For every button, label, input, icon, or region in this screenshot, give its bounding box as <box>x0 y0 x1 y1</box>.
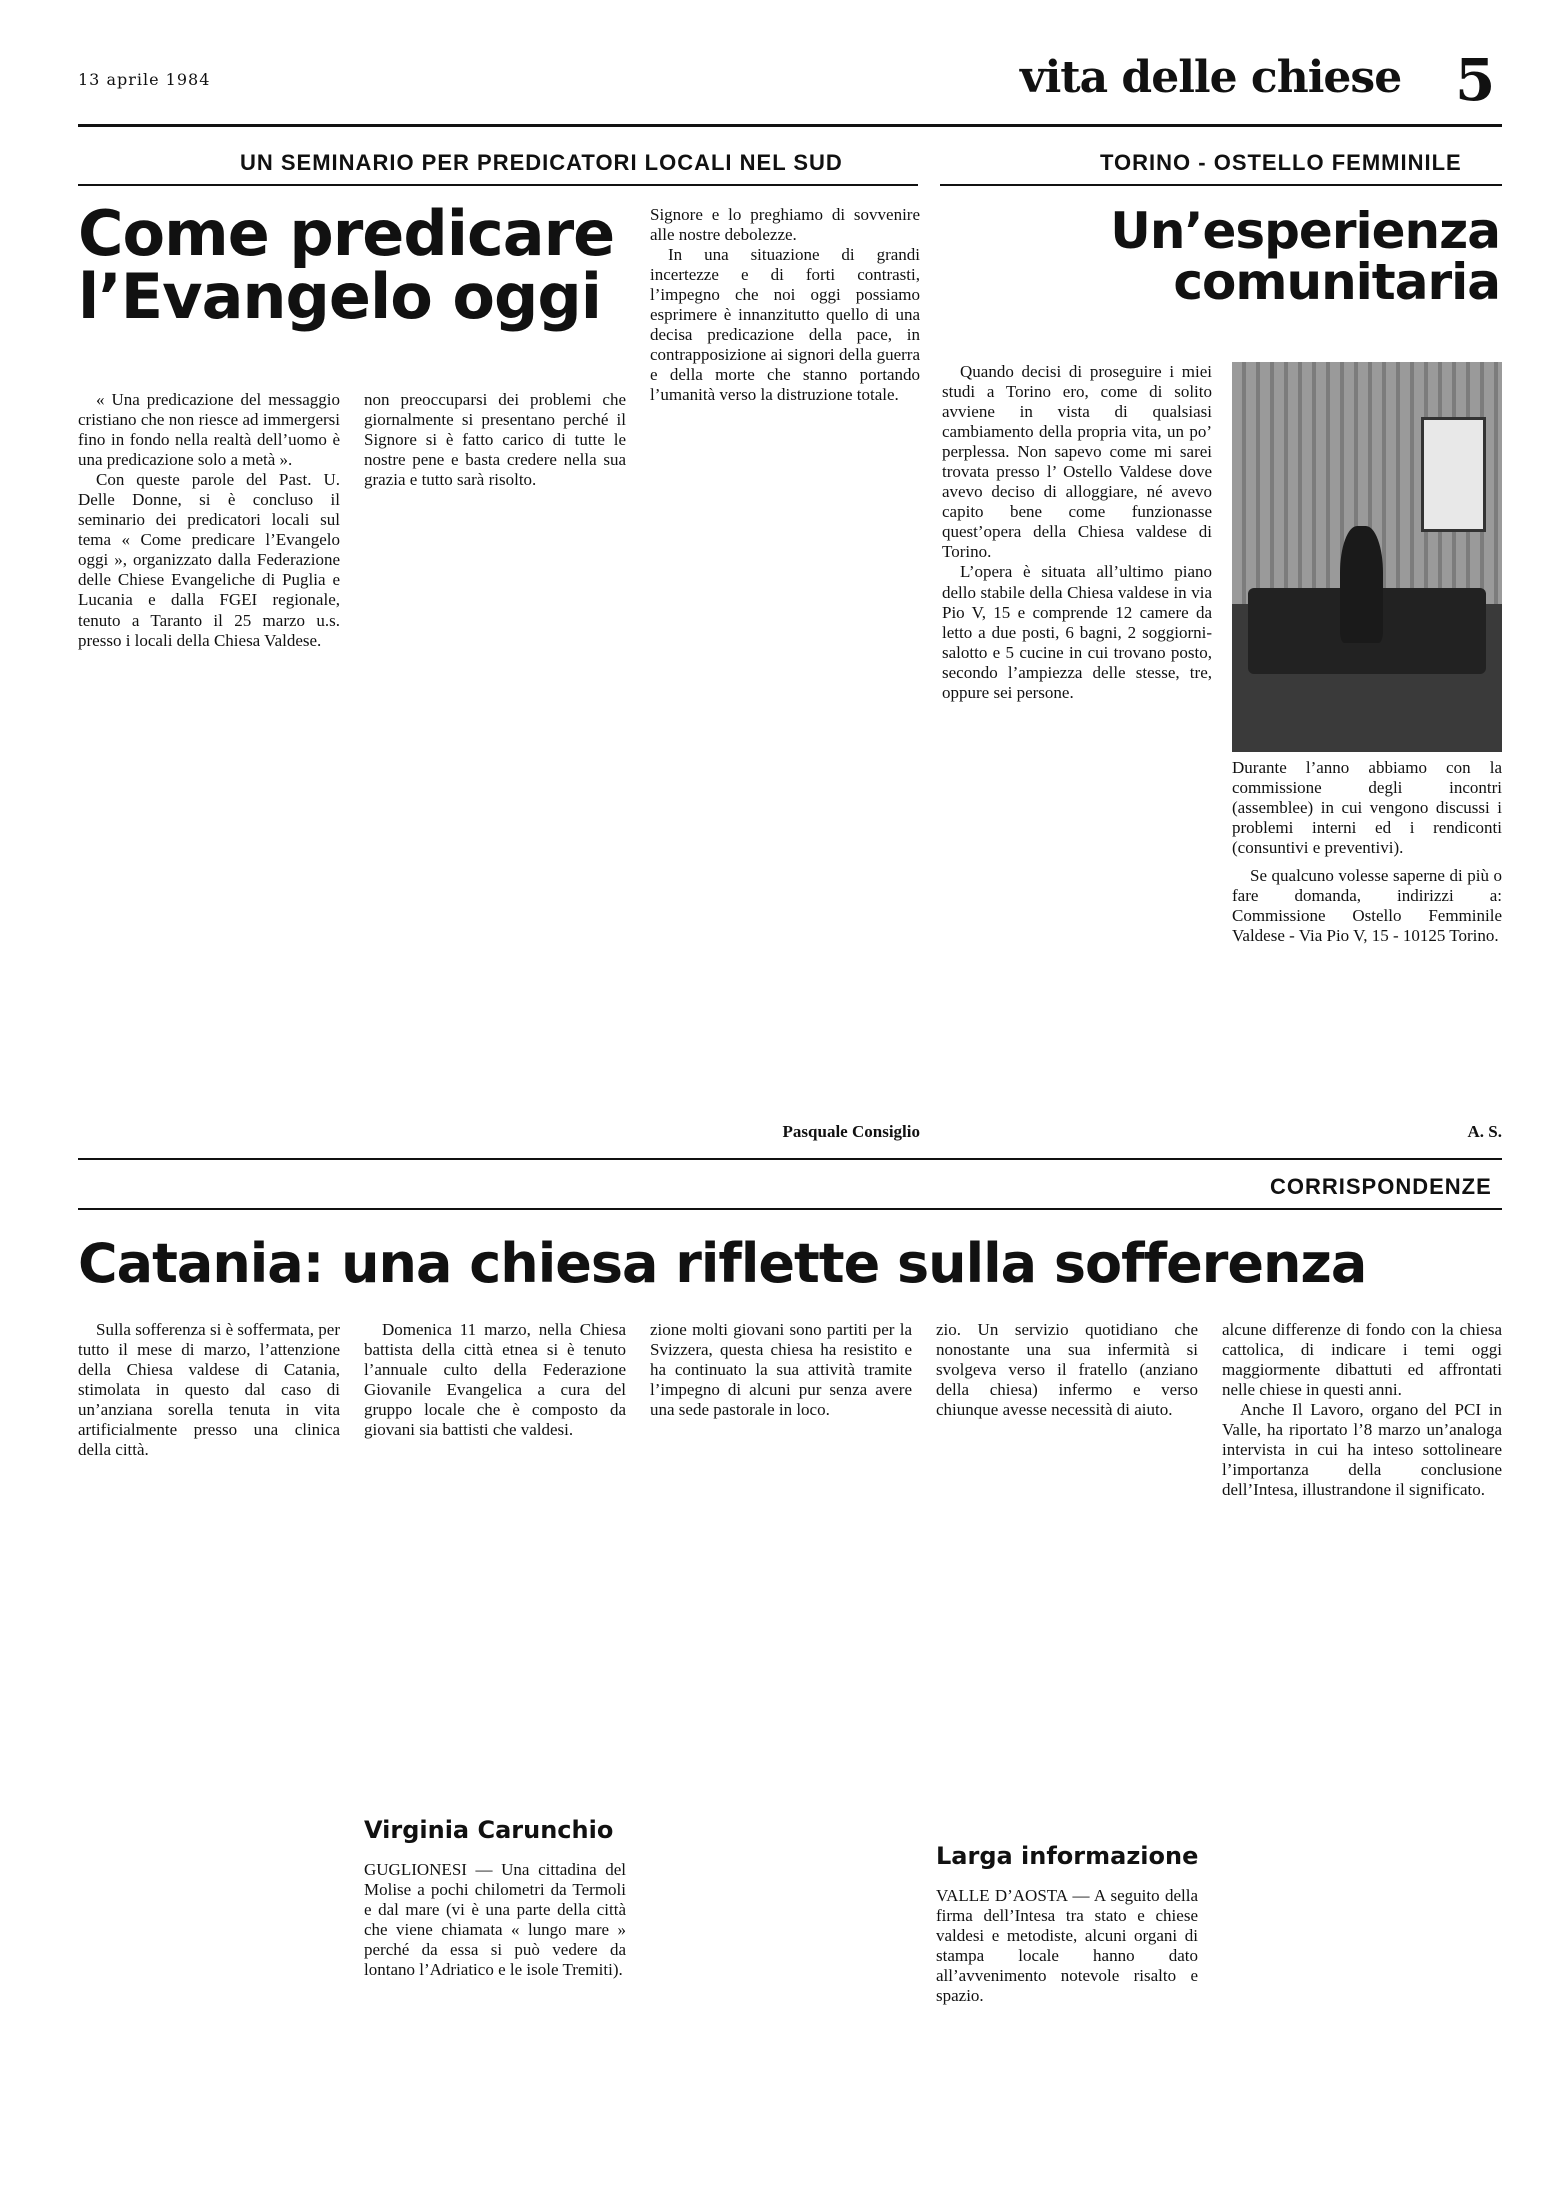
article-title: Catania: una chiesa riflette sulla sofferenza <box>78 1232 1367 1295</box>
article-photo <box>1232 362 1502 752</box>
section-rule <box>78 1208 1502 1210</box>
article-byline: Pasquale Consiglio <box>782 1122 920 1141</box>
article-paragraph: In una situazione di grandi incertezze e di forti contrasti, l’impegno che noi oggi possiamo esprimere è innanzitutto quello di una decisa predicazione della pace, in contrapposizione ai signori della guerra e della morte che stanno portando l’umanità verso la distruzione totale. <box>650 245 920 405</box>
article-column <box>364 1860 626 1980</box>
article-column <box>936 1886 1198 2006</box>
article-column <box>1222 1320 1502 1500</box>
article-column <box>364 1320 626 1440</box>
article-subhead: Larga informazione <box>936 1842 1199 1870</box>
article-paragraph: L’opera è situata all’ultimo piano dello stabile della Chiesa valdese in via Pio V, 15 e comprende 12 camere da letto a due posti, 6 bagni, 2 soggiorni-salotto e 5 cucine in cui trovano posto, secondo l’ampiezza delle stesse, tre, oppure sei persone. <box>942 562 1212 702</box>
article-paragraph: Quando decisi di proseguire i miei studi a Torino ero, come di solito avviene in vista di qualsiasi cambiamento della propria vita, un po’ perplessa. Non sapevo come mi sarei trovata presso l’ Ostello Valdese dove avevo deciso di alloggiare, né avevo capito bene come funzionasse quest’opera della Chiesa valdese di Torino. <box>942 362 1212 562</box>
photo-caption <box>1232 758 1502 946</box>
article-column <box>364 390 626 490</box>
article-column <box>650 205 920 405</box>
article-title: Un’esperienza comunitaria <box>1110 202 1500 311</box>
header-rule <box>78 124 1502 127</box>
article-paragraph: Sulla sofferenza si è soffermata, per tutto il mese di marzo, l’attenzione della Chiesa valdese di Catania, stimolata in questo dal caso di un’anziana sorella tenuta in vita artificialmente presso una clinica della città. <box>78 1320 340 1460</box>
article-column <box>936 1320 1198 1420</box>
article-paragraph: « Una predicazione del messaggio cristiano che non riesce ad immergersi fino in fondo nella realtà dell’uomo è una predicazione solo a metà ». <box>78 390 340 470</box>
article-column <box>650 1320 912 1420</box>
kicker-rule <box>78 184 918 186</box>
article-paragraph: Con queste parole del Past. U. Delle Donne, si è concluso il seminario dei predicatori locali sul tema « Come predicare l’Evangelo oggi », organizzato dalla Federazione delle Chiese Evangeliche di Puglia e Lucania e dalla FGEI regionale, tenuto a Taranto il 25 marzo u.s. presso i locali della Chiesa Valdese. <box>78 470 340 650</box>
section-masthead: vita delle chiese <box>1020 52 1402 103</box>
kicker-rule <box>940 184 1502 186</box>
issue-date: 13 aprile 1984 <box>78 70 211 89</box>
article-paragraph: alcune differenze di fondo con la chiesa cattolica, di indicare i temi oggi maggiormente dibattuti ed affrontati nelle chiese in questi anni. <box>1222 1320 1502 1400</box>
article-kicker: TORINO - OSTELLO FEMMINILE <box>1100 150 1462 175</box>
caption-paragraph: Durante l’anno abbiamo con la commissione degli incontri (assemblee) in cui vengono discussi i problemi interni ed i rendiconti (consuntivi e preventivi). <box>1232 758 1502 858</box>
article-paragraph: zione molti giovani sono partiti per la Svizzera, questa chiesa ha resistito e ha continuato la sua attività tramite l’impegno di alcuni pur senza avere una sede pastorale in loco. <box>650 1320 912 1420</box>
article-signature: A. S. <box>1467 1122 1502 1141</box>
section-label: CORRISPONDENZE <box>1270 1174 1492 1199</box>
article-paragraph: non preoccuparsi dei problemi che giornalmente si presentano perché il Signore si è fatto carico di tutte le nostre pene e basta credere nella sua grazia e tutto sarà risolto. <box>364 390 626 490</box>
section-rule <box>78 1158 1502 1160</box>
article-paragraph: zio. Un servizio quotidiano che nonostante una sua infermità si svolgeva verso il fratello (anziano della chiesa) infermo e verso chiunque avesse necessità di aiuto. <box>936 1320 1198 1420</box>
article-paragraph: Signore e lo preghiamo di sovvenire alle nostre debolezze. <box>650 205 920 245</box>
article-column <box>78 1320 340 1460</box>
article-column <box>942 362 1212 703</box>
article-kicker: UN SEMINARIO PER PREDICATORI LOCALI NEL SUD <box>240 150 843 175</box>
article-paragraph: Domenica 11 marzo, nella Chiesa battista della città etnea si è tenuto l’annuale culto della Federazione Giovanile Evangelica a cura del gruppo locale che è composto da giovani sia battisti che valdesi. <box>364 1320 626 1440</box>
article-paragraph: Anche Il Lavoro, organo del PCI in Valle, ha riportato l’8 marzo un’analoga intervista in cui ha inteso sottolineare l’importanza della conclusione dell’Intesa, illustrandone il significato. <box>1222 1400 1502 1500</box>
page-number: 5 <box>1455 46 1496 114</box>
article-paragraph: VALLE D’AOSTA — A seguito della firma dell’Intesa tra stato e chiese valdesi e metodiste, alcuni organi di stampa locale hanno dato all’avvenimento notevole risalto e spazio. <box>936 1886 1198 2006</box>
article-column <box>78 390 340 651</box>
article-paragraph: GUGLIONESI — Una cittadina del Molise a pochi chilometri da Termoli e dal mare (vi è una parte della città che viene chiamata « lungo mare » perché da essa si può vedere da lontano l’Adriatico e le isole Tremiti). <box>364 1860 626 1980</box>
caption-paragraph: Se qualcuno volesse saperne di più o fare domanda, indirizzi a: Commissione Ostello Femminile Valdese - Via Pio V, 15 - 10125 Torino. <box>1232 866 1502 946</box>
article-subhead: Virginia Carunchio <box>364 1816 614 1844</box>
article-title: Come predicare l’Evangelo oggi <box>78 197 615 334</box>
